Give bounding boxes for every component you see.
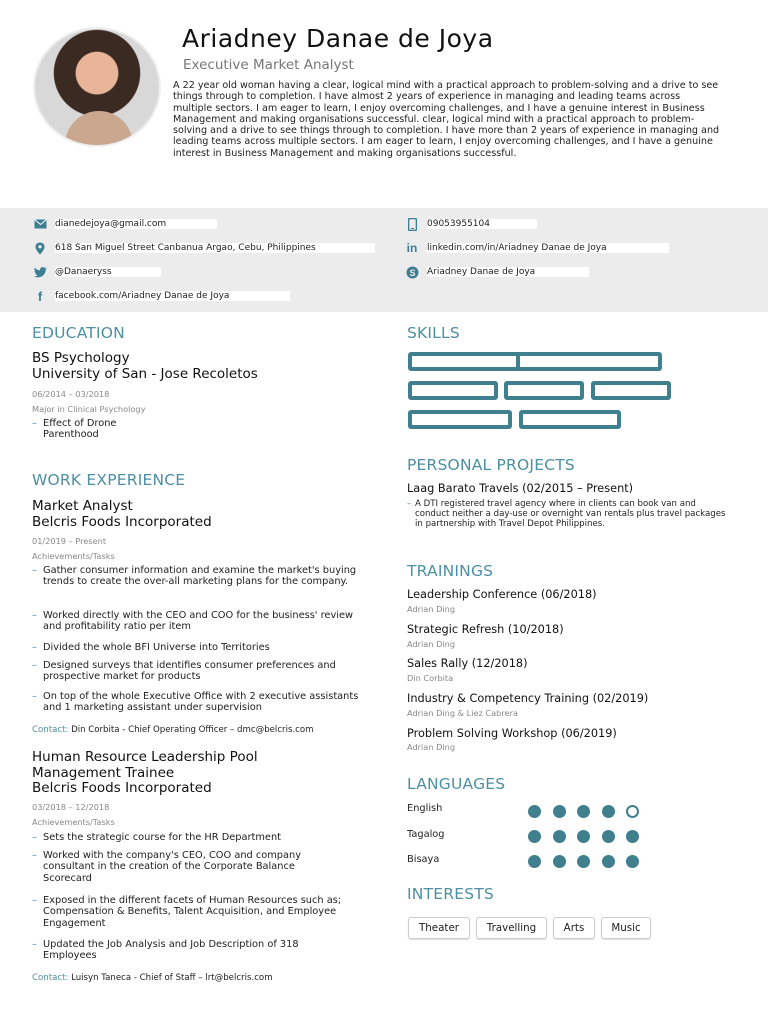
project-desc: – A DTI registered travel agency where in clients can book van and conduct neither a day-use or overnight van rentals plus travel packages in partnership with Travel Depot Philippines. (407, 499, 726, 529)
skill-tag (516, 352, 662, 371)
job1-dates: 01/2019 – Present (32, 536, 107, 546)
trainings-heading: TRAININGS (407, 562, 494, 580)
email-icon (33, 217, 47, 231)
contact-linkedin[interactable] (405, 241, 669, 255)
interests-heading: INTERESTS (407, 885, 494, 903)
job1-bullet: – Worked directly with the CEO and COO for the business' review and profitability ratio per item (32, 610, 354, 633)
job1-title: Market Analyst (32, 498, 133, 514)
job1-bullet: – Designed surveys that identifies consumer preferences and prospective market for products (32, 660, 336, 683)
phone-icon (405, 217, 419, 231)
job2-contact (32, 973, 273, 983)
contact-address (33, 241, 375, 255)
facebook-value: facebook.com/Ariadney Danae de Joya (55, 291, 230, 301)
linkedin-value: linkedin.com/in/Ariadney Danae de Joya (427, 243, 607, 253)
rating-dot-filled (577, 855, 590, 868)
training-by: Din Corbita (407, 673, 454, 683)
rating-dot-filled (528, 855, 541, 868)
skill-tag (519, 410, 621, 429)
job2-contact-value: Luisyn Taneca - Chief of Staff – lrt@belcris.com (71, 973, 273, 983)
rating-dot-filled (602, 855, 615, 868)
rating-dot-filled (553, 855, 566, 868)
job2-tasks-label: Achievements/Tasks (32, 817, 115, 827)
rating-dot-filled (602, 805, 615, 818)
rating-dot-empty (626, 805, 639, 818)
interest-tag: Theater (408, 917, 470, 939)
rating-dot-filled (553, 805, 566, 818)
job1-bullet: – Gather consumer information and examine the market's buying trends to create the over-all marketing plans for the company. (32, 565, 357, 588)
profile-photo (33, 27, 161, 147)
job1-contact (32, 725, 314, 735)
skills-heading: SKILLS (407, 324, 460, 342)
projects-heading: PERSONAL PROJECTS (407, 456, 575, 474)
skill-tag (504, 381, 584, 400)
rating-dot-filled (577, 830, 590, 843)
education-heading: EDUCATION (32, 324, 125, 342)
job2-contact-label: Contact: (32, 973, 69, 983)
job2-company: Belcris Foods Incorporated (32, 780, 212, 796)
rating-dot-filled (553, 830, 566, 843)
language-name: Tagalog (407, 829, 445, 840)
twitter-value: @Danaeryss (55, 267, 112, 277)
training-title: Leadership Conference (06/2018) (407, 588, 597, 601)
language-name: English (407, 803, 443, 814)
edu-thesis: – Effect of Drone Parenthood (32, 418, 117, 441)
twitter-icon (33, 265, 47, 279)
training-title: Problem Solving Workshop (06/2019) (407, 727, 617, 740)
email-value: dianedejoya@gmail.com (55, 219, 167, 229)
edu-degree: BS Psychology (32, 350, 130, 366)
thesis-line-1: Effect of Drone (43, 418, 117, 429)
edu-major: Major in Clinical Psychology (32, 404, 146, 414)
svg-text:S: S (408, 267, 416, 278)
training-title: Strategic Refresh (10/2018) (407, 623, 564, 636)
job1-bullet: – Divided the whole BFI Universe into Territories (32, 642, 270, 653)
training-by: Adrian Ding (407, 742, 456, 752)
contact-twitter[interactable] (33, 265, 161, 279)
rating-dot-filled (528, 805, 541, 818)
training-by: Adrian Ding (407, 604, 456, 614)
job1-contact-value: Din Corbita - Chief Operating Officer – dmc@belcris.com (71, 725, 314, 735)
job2-bullet: – Updated the Job Analysis and Job Description of 318 Employees (32, 939, 299, 962)
rating-dot-filled (626, 830, 639, 843)
job1-bullet: – On top of the whole Executive Office with 2 executive assistants and 1 marketing assistant under supervision (32, 691, 359, 714)
location-pin-icon (33, 241, 47, 255)
contact-facebook[interactable] (33, 289, 290, 303)
rating-dot-filled (577, 805, 590, 818)
project-title: Laag Barato Travels (02/2015 – Present) (407, 482, 634, 495)
rating-dot-filled (528, 830, 541, 843)
skype-value: Ariadney Danae de Joya (427, 267, 536, 277)
training-by: Adrian Ding (407, 639, 456, 649)
skill-tag (408, 410, 512, 429)
interest-tag: Music (601, 917, 651, 939)
job2-bullet: – Exposed in the different facets of Human Resources such as; Compensation & Benefits, Talent Acquisition, and Employee Engagement (32, 895, 342, 929)
skype-icon (405, 265, 419, 279)
job2-title-2: Management Trainee (32, 765, 175, 781)
job1-contact-label: Contact: (32, 725, 69, 735)
contact-phone[interactable] (405, 217, 537, 231)
job2-bullet: – Sets the strategic course for the HR Department (32, 832, 281, 843)
interest-tag: Travelling (476, 917, 547, 939)
candidate-name: Ariadney Danae de Joya (182, 24, 494, 53)
skill-tag (408, 381, 498, 400)
rating-dot-filled (602, 830, 615, 843)
contact-skype[interactable] (405, 265, 589, 279)
languages-heading: LANGUAGES (407, 775, 506, 793)
job2-bullet: – Worked with the company's CEO, COO and company consultant in the creation of the Corporate Balance Scorecard (32, 850, 302, 884)
skill-tag (591, 381, 671, 400)
job1-tasks-label: Achievements/Tasks (32, 551, 115, 561)
job2-title-1: Human Resource Leadership Pool (32, 749, 258, 765)
summary-paragraph: A 22 year old woman having a clear, logical mind with a practical approach to problem-solving and a drive to see things through to completion. I have almost 2 years of experience in managing and leading teams across multiple sectors. I am eager to learn, I enjoy overcoming challenges, and I have a genuine interest in Business Management and making organisations successful. clear, logical mind with a practical approach to problem-solving and a drive to see things through to completion. I have more than 2 years of experience in managing and leading teams across multiple sectors. I am eager to learn, I enjoy overcoming challenges, and I have a genuine interest in Business Management and making organisations successful. (173, 80, 720, 159)
facebook-icon: f (37, 288, 43, 304)
phone-value: 09053955104 (427, 219, 490, 229)
address-value: 618 San Miguel Street Canbanua Argao, Cebu, Philippines (55, 243, 316, 253)
thesis-line-2: Parenthood (43, 429, 99, 441)
training-by: Adrian Ding & Liez Cabrera (407, 708, 518, 718)
job1-company: Belcris Foods Incorporated (32, 514, 212, 530)
rating-dot-filled (626, 855, 639, 868)
edu-school: University of San - Jose Recoletos (32, 366, 258, 382)
language-name: Bisaya (407, 854, 440, 865)
edu-dates: 06/2014 – 03/2018 (32, 389, 110, 399)
job2-dates: 03/2018 – 12/2018 (32, 802, 110, 812)
work-heading: WORK EXPERIENCE (32, 471, 186, 489)
linkedin-icon: in (406, 241, 418, 255)
interest-tag: Arts (553, 917, 595, 939)
training-title: Sales Rally (12/2018) (407, 657, 528, 670)
training-title: Industry & Competency Training (02/2019) (407, 692, 649, 705)
candidate-role: Executive Market Analyst (183, 57, 354, 73)
contact-email[interactable] (33, 217, 217, 231)
